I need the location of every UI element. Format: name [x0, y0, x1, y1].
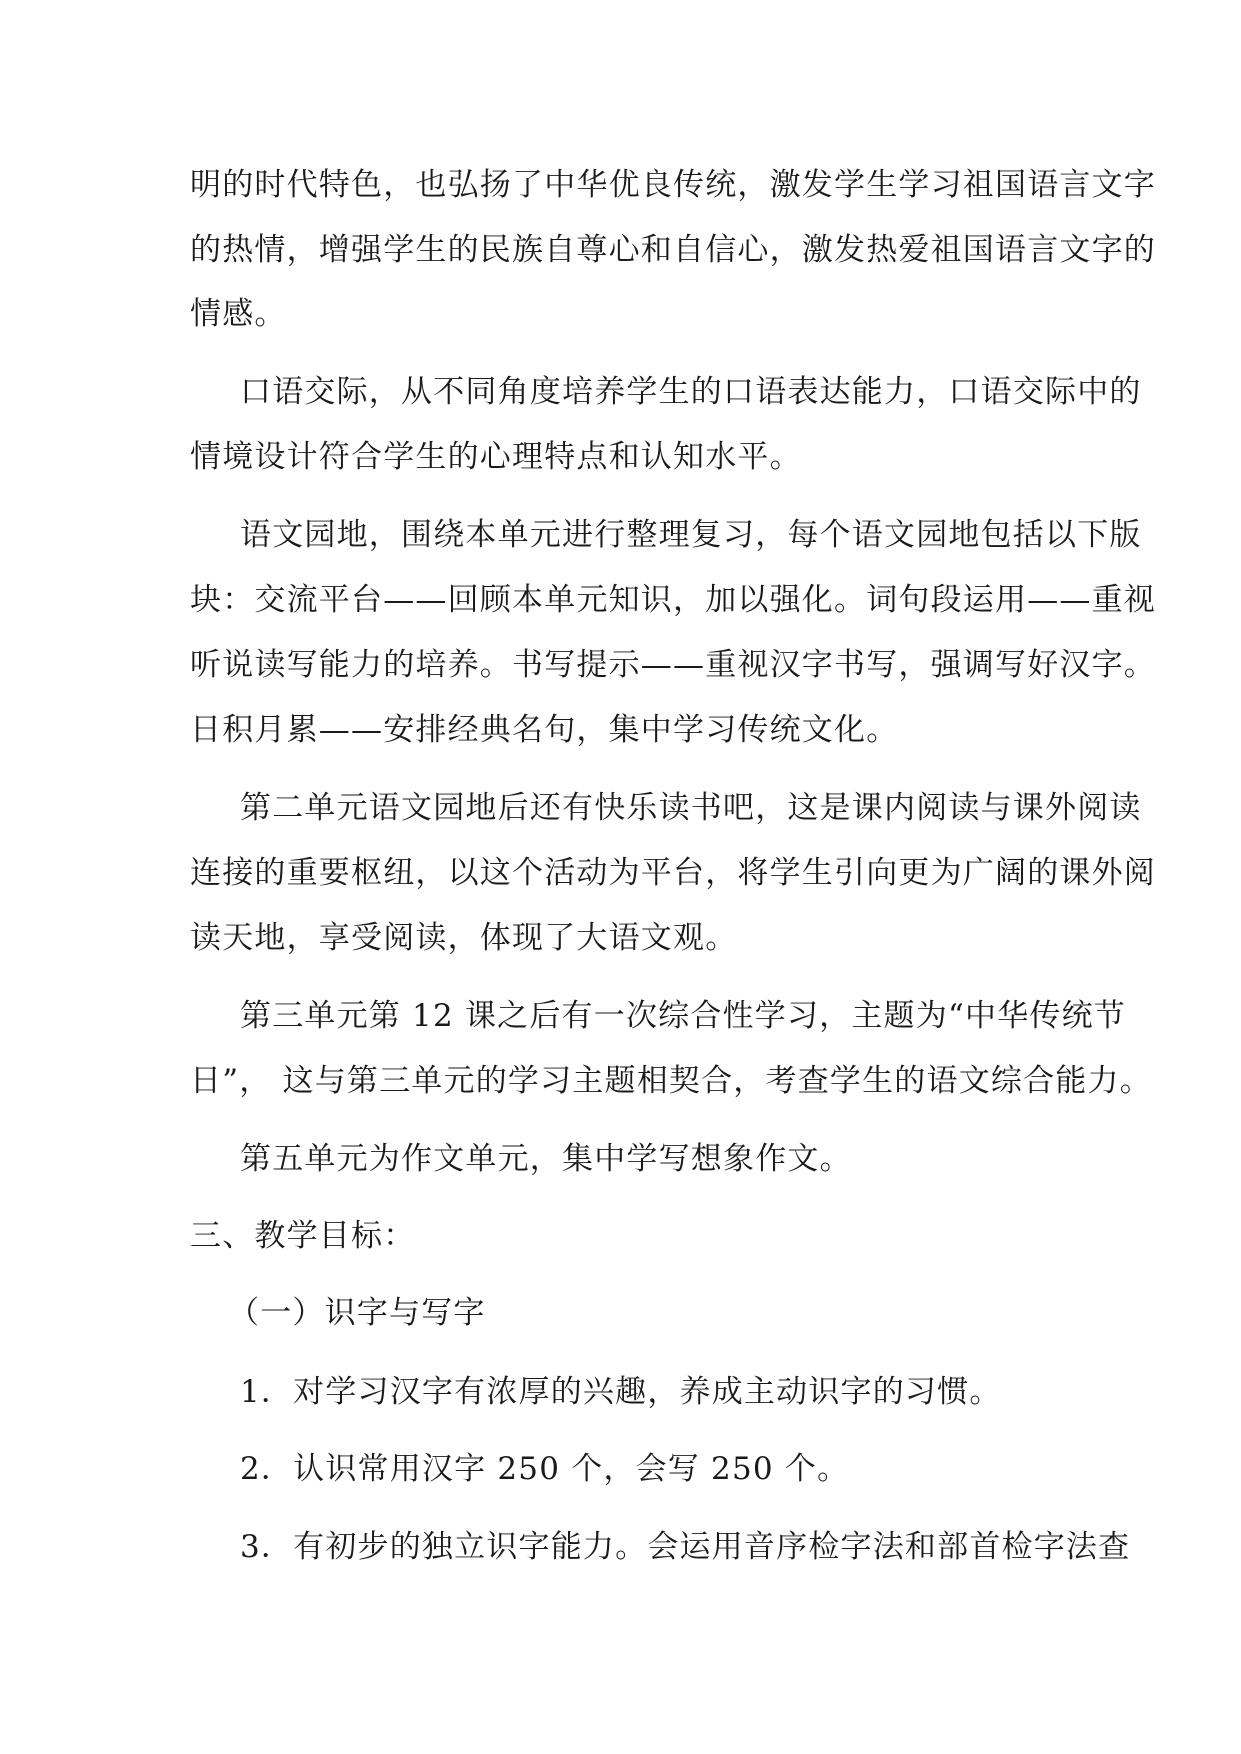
list-item: 1．对学习汉字有浓厚的兴趣，养成主动识字的习惯。 — [240, 1374, 1002, 1410]
list-item: 3．有初步的独立识字能力。会运用音序检字法和部首检字法查 — [240, 1529, 1131, 1565]
paragraph-line: 日”， 这与第三单元的学习主题相契合，考查学生的语文综合能力。 — [190, 1063, 1152, 1099]
paragraph-line: 第五单元为作文单元，集中学写想象作文。 — [240, 1141, 852, 1177]
paragraph-line: 情境设计符合学生的心理特点和认知水平。 — [190, 439, 802, 475]
section-heading: 三、教学目标： — [190, 1218, 416, 1254]
subsection-heading: （一）识字与写字 — [228, 1295, 486, 1331]
paragraph-line: 日积月累——安排经典名句，集中学习传统文化。 — [190, 712, 899, 748]
paragraph-line: 第二单元语文园地后还有快乐读书吧，这是课内阅读与课外阅读 — [240, 790, 1142, 826]
paragraph-line: 情感。 — [190, 296, 287, 332]
paragraph-line: 听说读写能力的培养。书写提示——重视汉字书写，强调写好汉字。 — [190, 647, 1156, 683]
list-item: 2．认识常用汉字 250 个，会写 250 个。 — [240, 1451, 850, 1487]
paragraph-line: 明的时代特色，也弘扬了中华优良传统，激发学生学习祖国语言文字 — [190, 167, 1156, 203]
paragraph-line: 连接的重要枢纽，以这个活动为平台，将学生引向更为广阔的课外阅 — [190, 855, 1156, 891]
paragraph-line: 第三单元第 12 课之后有一次综合性学习，主题为“中华传统节 — [240, 998, 1126, 1034]
paragraph-line: 读天地，享受阅读，体现了大语文观。 — [190, 920, 738, 956]
paragraph-line: 语文园地，围绕本单元进行整理复习，每个语文园地包括以下版 — [240, 517, 1142, 553]
paragraph-line: 口语交际，从不同角度培养学生的口语表达能力，口语交际中的 — [240, 374, 1142, 410]
paragraph-line: 块：交流平台——回顾本单元知识，加以强化。词句段运用——重视 — [190, 582, 1156, 618]
paragraph-line: 的热情，增强学生的民族自尊心和自信心，激发热爱祖国语言文字的 — [190, 232, 1156, 268]
